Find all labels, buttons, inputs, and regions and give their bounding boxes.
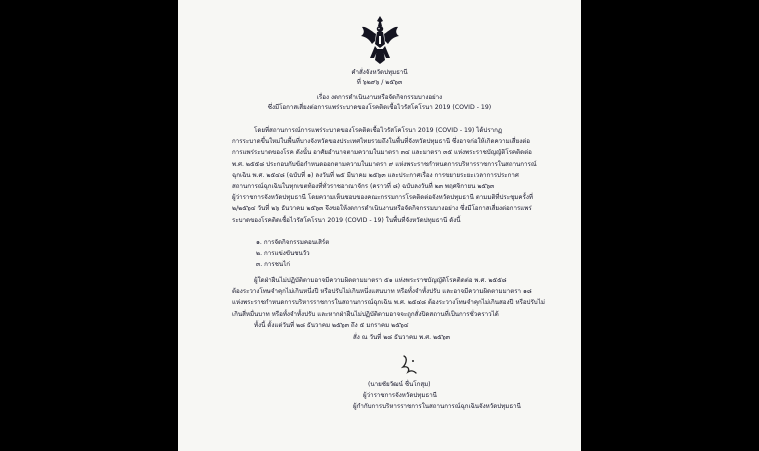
signatory-role: ผู้กำกับการบริหารราชการในสถานการณ์ฉุกเฉินจังหวัดปทุมธานี: [353, 403, 521, 410]
signature-mark-icon: [398, 352, 422, 376]
body-paragraph-1: [232, 125, 537, 226]
order-subject-continued: ซึ่งมีโอกาสเสี่ยงต่อการแพร่ระบาดของโรคติดเชื้อไวรัสโคโรนา 2019 (COVID - 19): [267, 104, 492, 111]
right-black-band: [581, 0, 759, 451]
effective-period: ทั้งนี้ ตั้งแต่วันที่ ๒๘ ธันวาคม ๒๕๖๓ ถึง ๕ มกราคม ๒๕๖๔: [254, 322, 409, 329]
document-page: [178, 0, 581, 451]
list-item: ๓. การชนไก่: [256, 261, 290, 268]
paragraph-line: โดยที่สถานการณ์การแพร่ระบาดของโรคติดเชื้อไวรัสโคโรนา 2019 (COVID - 19) ได้ปรากฏ: [254, 127, 503, 134]
garuda-emblem-icon: [360, 14, 400, 66]
left-black-band: [0, 0, 178, 451]
paragraph-line: เกินสี่หมื่นบาท หรือทั้งจำทั้งปรับ และหากฝ่าฝืนไม่ปฏิบัติตามอาจจะถูกสั่งปิดสถานที่เป็นการชั่วคราวได้: [232, 310, 499, 318]
paragraph-line: ระบาดของโรคติดเชื้อไวรัสโคโรนา 2019 (COVID - 19) ในพื้นที่จังหวัดปทุมธานี ดังนี้: [232, 216, 461, 224]
order-heading: คำสั่งจังหวัดปทุมธานี: [351, 69, 408, 76]
paragraph-line: ต้องระวางโทษจำคุกไม่เกินหนึ่งปี หรือปรับไม่เกินหนึ่งแสนบาท หรือทั้งจำทั้งปรับ และอาจมีความผิดตามมาตรา ๑๘: [232, 288, 532, 296]
paragraph-line: ฉุกเฉิน พ.ศ. ๒๕๔๘ (ฉบับที่ ๑) ลงวันที่ ๒๕ มีนาคม ๒๕๖๓ และประกาศเรื่อง การขยายระยะเวลาการประกาศ: [232, 171, 519, 179]
paragraph-line: ผู้ใดฝ่าฝืนไม่ปฏิบัติตามอาจมีความผิดตามมาตรา ๕๑ แห่งพระราชบัญญัติโรคติดต่อ พ.ศ. ๒๕๕๘: [254, 277, 507, 284]
list-item: ๒. การแข่งขันชนวัว: [256, 250, 310, 257]
signatory-name: (นายชัยวัฒน์ ชื่นโกสุม): [368, 381, 431, 388]
ordered-date: สั่ง ณ วันที่ ๒๘ ธันวาคม พ.ศ. ๒๕๖๓: [353, 334, 451, 341]
paragraph-line: ผู้ว่าราชการจังหวัดปทุมธานี โดยความเห็นชอบของคณะกรรมการโรคติดต่อจังหวัดปทุมธานี ตามมติที่ประชุมครั้งที่: [232, 194, 533, 202]
restriction-list: [256, 237, 329, 270]
order-subject: เรื่อง งดการดำเนินงานหรือจัดกิจกรรมบางอย่าง: [316, 94, 443, 101]
paragraph-line: แห่งพระราชกำหนดการบริหารราชการในสถานการณ์ฉุกเฉิน พ.ศ. ๒๕๔๘ ต้องระวางโทษจำคุกไม่เกินสองปี หรือปรับไม่: [232, 299, 545, 307]
list-item: ๑. การจัดกิจกรรมคอนเสิร์ต: [256, 239, 330, 246]
order-number: ที่ ๖๒๙๖ / ๒๕๖๓: [356, 79, 403, 86]
paragraph-line: การระบาดขึ้นใหม่ในพื้นที่บางจังหวัดของประเทศไทยรวมถึงในพื้นที่จังหวัดปทุมธานี ซึ่งอาจก่อให้เกิดความเสี่ยงต่อ: [232, 138, 530, 146]
paragraph-line: ๒/๒๕๖๔ วันที่ ๒๖ ธันวาคม ๒๕๖๓ จึงขอให้งดการดำเนินงานหรือจัดกิจกรรมบางอย่าง ซึ่งมีโอกาสเสี่ยงต่อการแพร่: [232, 205, 532, 213]
paragraph-line: การแพร่ระบาดของโรค ดังนั้น อาศัยอำนาจตามความในมาตรา ๓๔ และมาตรา ๓๕ แห่งพระราชบัญญัติโรคติดต่อ: [232, 149, 532, 157]
signatory-title: ผู้ว่าราชการจังหวัดปทุมธานี: [363, 392, 437, 399]
paragraph-line: สถานการณ์ฉุกเฉินในทุกเขตท้องที่ทั่วราชอาณาจักร (คราวที่ ๘) ฉบับลงวันที่ ๒๓ พฤศจิกายน ๒๕๖๓: [232, 183, 495, 191]
paragraph-line: พ.ศ. ๒๕๕๘ ประกอบกับข้อกำหนดออกตามความในมาตรา ๙ แห่งพระราชกำหนดการบริหารราชการในสถานการณ์: [232, 160, 537, 168]
body-paragraph-2: [232, 275, 545, 320]
